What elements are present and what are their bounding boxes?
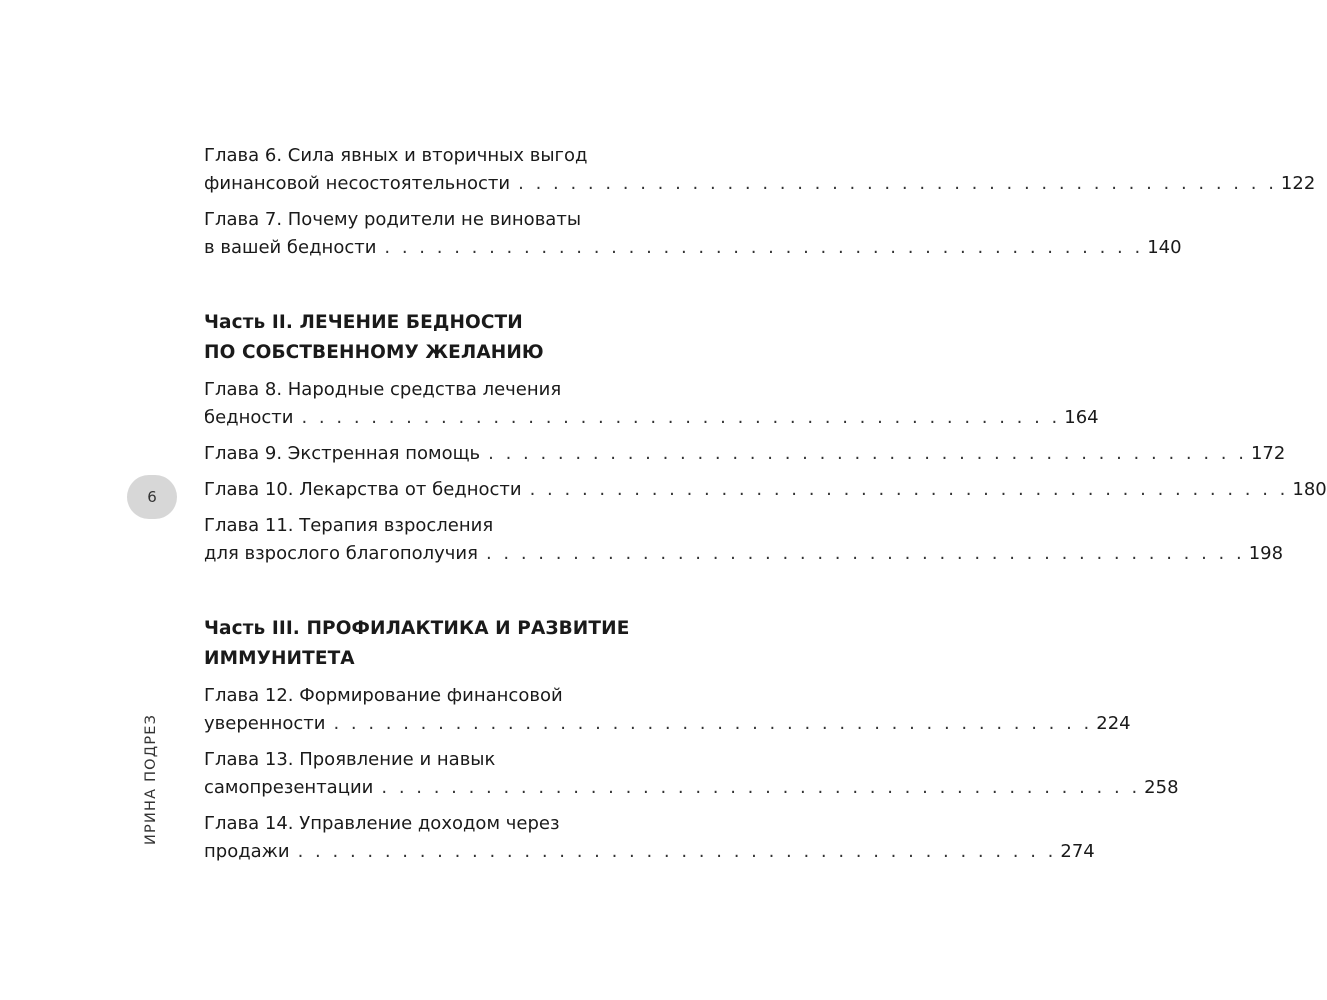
- toc-entry-chapter-8[interactable]: [204, 376, 1099, 432]
- page-number: 6: [147, 488, 157, 506]
- page-ref: 180: [1292, 479, 1327, 500]
- chapter-title: Глава 10. Лекарства от бедности: [204, 479, 522, 500]
- leader-dots: . . . . . . . . . . . . . . . . . . . . . . . . . . . . . . . . . . . . . . . . . . . .: [529, 479, 1289, 500]
- toc-entry-chapter-6[interactable]: [204, 142, 1316, 198]
- chapter-title-cont: продажи: [204, 841, 290, 862]
- page-ref: 164: [1064, 407, 1099, 428]
- chapter-title: Глава 11. Терапия взросления: [204, 515, 494, 536]
- part-heading-line: Часть III. ПРОФИЛАКТИКА И РАЗВИТИЕ: [204, 618, 630, 639]
- leader-dots: . . . . . . . . . . . . . . . . . . . . . . . . . . . . . . . . . . . . . . . . . . . .: [384, 237, 1144, 258]
- leader-dots: . . . . . . . . . . . . . . . . . . . . . . . . . . . . . . . . . . . . . . . . . . . .: [301, 407, 1061, 428]
- part-heading-line: Часть II. ЛЕЧЕНИЕ БЕДНОСТИ: [204, 312, 523, 333]
- chapter-title: Глава 8. Народные средства лечения: [204, 379, 562, 400]
- chapter-title-cont: в вашей бедности: [204, 237, 377, 258]
- part-heading-2: [204, 308, 672, 368]
- leader-dots: . . . . . . . . . . . . . . . . . . . . . . . . . . . . . . . . . . . . . . . . . . . .: [518, 173, 1277, 194]
- toc-entry-chapter-10[interactable]: [204, 476, 1327, 504]
- chapter-title-cont: финансовой несостоятельности: [204, 173, 511, 194]
- toc-entry-chapter-12[interactable]: [204, 682, 1131, 738]
- chapter-title-cont: бедности: [204, 407, 294, 428]
- page-ref: 122: [1280, 173, 1316, 194]
- page-ref: 224: [1096, 713, 1131, 734]
- leader-dots: . . . . . . . . . . . . . . . . . . . . . . . . . . . . . . . . . . . . . . . . . . . .: [297, 841, 1057, 862]
- chapter-title: Глава 6. Сила явных и вторичных выгод: [204, 145, 588, 166]
- toc-entry-chapter-14[interactable]: [204, 810, 1095, 866]
- part-heading-3: [204, 614, 672, 674]
- chapter-title: Глава 14. Управление доходом через: [204, 813, 560, 834]
- chapter-title-cont: самопрезентации: [204, 777, 374, 798]
- leader-dots: . . . . . . . . . . . . . . . . . . . . . . . . . . . . . . . . . . . . . . . . . . . .: [333, 713, 1093, 734]
- page-ref: 172: [1250, 443, 1286, 464]
- toc-entry-chapter-9[interactable]: [204, 440, 1286, 468]
- toc-entry-chapter-7[interactable]: [204, 206, 1182, 262]
- chapter-title: Глава 9. Экстренная помощь: [204, 443, 481, 464]
- page-ref: 258: [1144, 777, 1179, 798]
- leader-dots: . . . . . . . . . . . . . . . . . . . . . . . . . . . . . . . . . . . . . . . . . . . .: [485, 543, 1245, 564]
- author-running-head: ИРИНА ПОДРЕЗ: [143, 713, 159, 845]
- page-ref: 198: [1248, 543, 1284, 564]
- part-heading-line: ИММУНИТЕТА: [204, 648, 355, 669]
- toc-entry-chapter-13[interactable]: [204, 746, 1179, 802]
- chapter-title: Глава 12. Формирование финансовой: [204, 685, 563, 706]
- leader-dots: . . . . . . . . . . . . . . . . . . . . . . . . . . . . . . . . . . . . . . . . . . . .: [488, 443, 1247, 464]
- chapter-title-cont: уверенности: [204, 713, 326, 734]
- page-ref: 140: [1147, 237, 1182, 258]
- chapter-title: Глава 7. Почему родители не виноваты: [204, 209, 582, 230]
- leader-dots: . . . . . . . . . . . . . . . . . . . . . . . . . . . . . . . . . . . . . . . . . . . .: [381, 777, 1141, 798]
- chapter-title-cont: для взрослого благополучия: [204, 543, 478, 564]
- part-heading-line: ПО СОБСТВЕННОМУ ЖЕЛАНИЮ: [204, 342, 544, 363]
- page-ref: 274: [1060, 841, 1095, 862]
- chapter-title: Глава 13. Проявление и навык: [204, 749, 496, 770]
- page-number-badge: [127, 475, 177, 519]
- table-of-contents: [204, 142, 1327, 874]
- toc-entry-chapter-11[interactable]: [204, 512, 1284, 568]
